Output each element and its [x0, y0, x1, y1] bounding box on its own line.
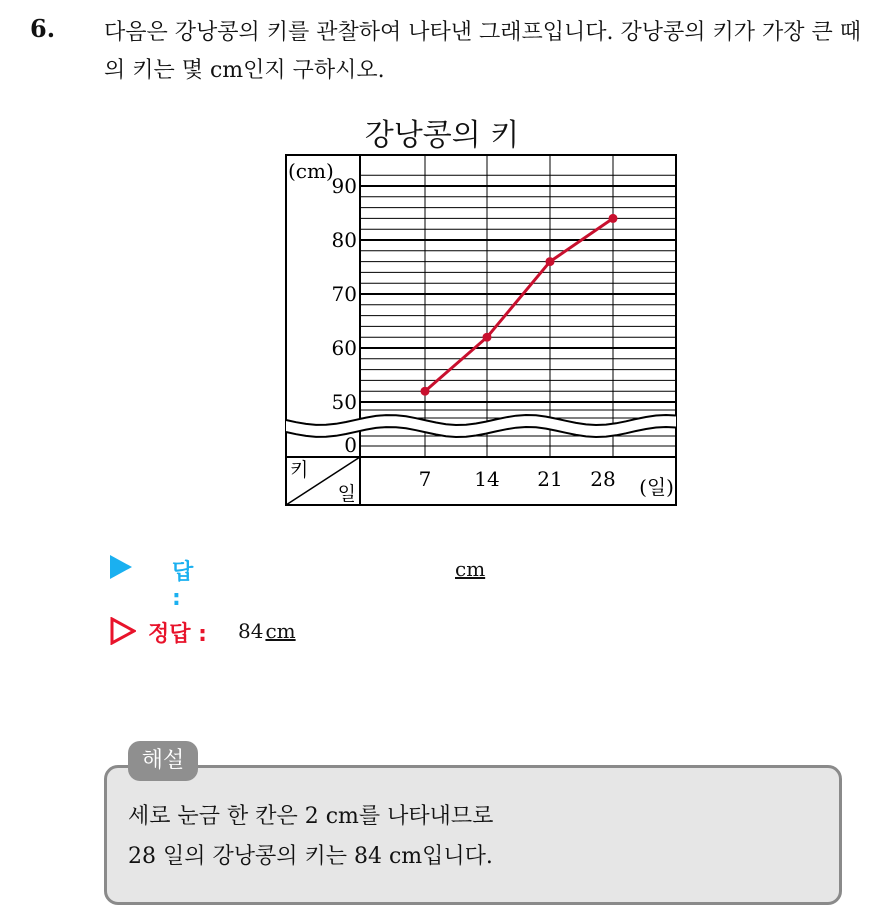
y-tick-label: 50	[331, 390, 357, 414]
correct-unit: cm	[265, 619, 296, 643]
data-point	[421, 387, 430, 396]
x-tick-label: 21	[537, 467, 563, 491]
correct-answer-value	[238, 619, 296, 643]
outline-arrow-icon	[110, 617, 136, 645]
y-tick-label: 80	[331, 228, 357, 252]
explanation-text	[128, 797, 493, 877]
y-tick-label: 90	[331, 174, 357, 198]
corner-label-bottom: 일	[337, 483, 356, 505]
data-point	[546, 257, 555, 266]
chart-title: 강낭콩의 키	[364, 118, 520, 153]
y-axis-unit: (cm)	[288, 159, 334, 183]
correct-answer-label: 정답 :	[148, 622, 207, 647]
x-tick-label: 14	[474, 467, 500, 491]
correct-value: 84	[238, 619, 264, 643]
play-arrow-icon	[110, 555, 132, 579]
corner-label-top: 키	[290, 459, 309, 481]
answer-unit: cm	[455, 557, 486, 581]
x-tick-label: 7	[418, 467, 432, 491]
explanation-line-2: 28 일의 강낭콩의 키는 84 cm입니다.	[128, 844, 493, 869]
explanation-tag: 해설	[128, 741, 198, 781]
explanation-line-1: 세로 눈금 한 칸은 2 cm를 나타내므로	[128, 804, 494, 829]
y-tick-label: 0	[344, 433, 357, 457]
y-tick-label: 60	[331, 336, 357, 360]
answer-label: 답 :	[172, 560, 194, 611]
data-point	[609, 214, 618, 223]
x-tick-label: 28	[590, 467, 616, 491]
x-axis-unit: (일)	[639, 475, 674, 499]
data-point	[483, 333, 492, 342]
answer-row	[110, 555, 486, 611]
question-number: 6.	[30, 14, 56, 43]
question-text: 다음은 강낭콩의 키를 관찰하여 나타낸 그래프입니다. 강낭콩의 키가 가장 큰 때의 키는 몇 cm인지 구하시오.	[104, 20, 861, 83]
y-tick-label: 70	[331, 282, 357, 306]
